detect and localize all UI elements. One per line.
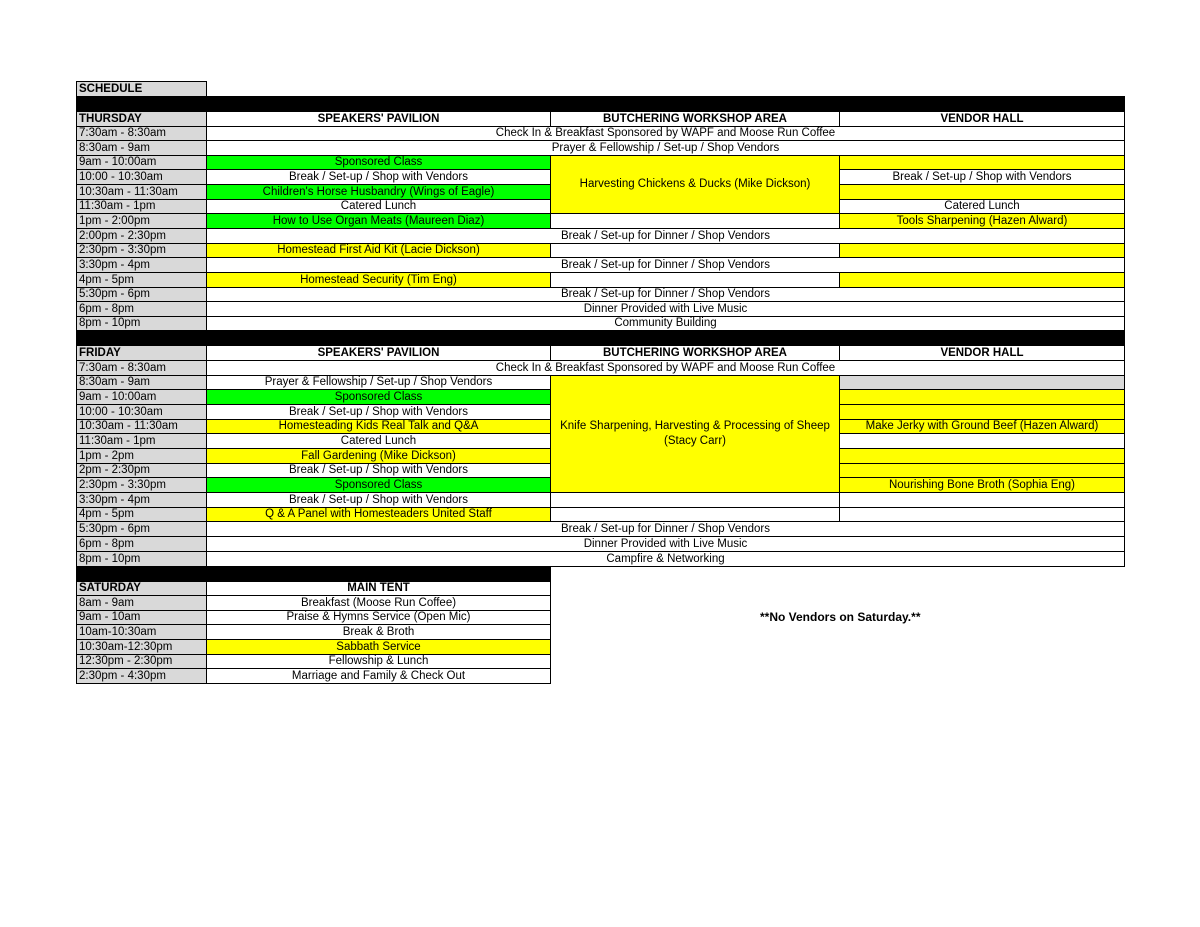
time-slot: 9am - 10:00am — [76, 155, 207, 170]
event-vendor-break: Break / Set-up / Shop with Vendors — [839, 169, 1125, 185]
time-slot: 8:30am - 9am — [76, 140, 207, 156]
saturday-event: Marriage and Family & Check Out — [206, 668, 551, 684]
time-slot: 10:00 - 10:30am — [76, 169, 207, 185]
event-break: Break / Set-up / Shop with Vendors — [206, 404, 551, 420]
event-catered-lunch: Catered Lunch — [206, 199, 551, 214]
event-sponsored-class: Sponsored Class — [206, 389, 551, 405]
event-break-dinner: Break / Set-up for Dinner / Shop Vendors — [206, 287, 1125, 302]
time-slot: 6pm - 8pm — [76, 301, 207, 317]
event-organ-meats: How to Use Organ Meats (Maureen Diaz) — [206, 213, 551, 229]
time-slot: 5:30pm - 6pm — [76, 521, 207, 537]
saturday-event: Fellowship & Lunch — [206, 654, 551, 669]
time-slot: 11:30am - 1pm — [76, 199, 207, 214]
time-slot: 4pm - 5pm — [76, 272, 207, 288]
event-knife-sharpening: Knife Sharpening, Harvesting & Processing of Sheep (Stacy Carr) — [550, 375, 840, 493]
vendor-slot — [839, 507, 1125, 522]
time-slot: 6pm - 8pm — [76, 536, 207, 552]
event-horse-husbandry: Children's Horse Husbandry (Wings of Eagle) — [206, 184, 551, 200]
event-break: Break / Set-up / Shop with Vendors — [206, 169, 551, 185]
event-break: Break / Set-up / Shop with Vendors — [206, 492, 551, 508]
time-slot: 9am - 10am — [76, 610, 207, 625]
time-slot: 8pm - 10pm — [76, 316, 207, 331]
event-vendor-lunch: Catered Lunch — [839, 199, 1125, 214]
event-fall-gardening: Fall Gardening (Mike Dickson) — [206, 448, 551, 464]
time-slot: 10:00 - 10:30am — [76, 404, 207, 420]
empty-cell — [550, 213, 840, 229]
saturday-event: Break & Broth — [206, 624, 551, 640]
vendor-slot — [839, 155, 1125, 170]
event-qa-panel: Q & A Panel with Homesteaders United Staff — [206, 507, 551, 522]
saturday-note: **No Vendors on Saturday.** — [760, 610, 921, 624]
event-break: Break / Set-up / Shop with Vendors — [206, 463, 551, 478]
day-label: SATURDAY — [76, 581, 207, 596]
time-slot: 8am - 9am — [76, 595, 207, 611]
event-homesteading-kids: Homesteading Kids Real Talk and Q&A — [206, 419, 551, 434]
event-tools-sharpening: Tools Sharpening (Hazen Alward) — [839, 213, 1125, 229]
time-slot: 10am-10:30am — [76, 624, 207, 640]
event-first-aid: Homestead First Aid Kit (Lacie Dickson) — [206, 243, 551, 258]
event-dinner: Dinner Provided with Live Music — [206, 301, 1125, 317]
vendor-slot — [839, 272, 1125, 288]
event-campfire: Campfire & Networking — [206, 551, 1125, 567]
saturday-event: Breakfast (Moose Run Coffee) — [206, 595, 551, 611]
column-header-butchering: BUTCHERING WORKSHOP AREA — [550, 111, 840, 127]
time-slot: 2:00pm - 2:30pm — [76, 228, 207, 244]
event-dinner: Dinner Provided with Live Music — [206, 536, 1125, 552]
time-slot: 2pm - 2:30pm — [76, 463, 207, 478]
empty-cell — [550, 492, 840, 508]
event-break-dinner: Break / Set-up for Dinner / Shop Vendors — [206, 521, 1125, 537]
time-slot: 9am - 10:00am — [76, 389, 207, 405]
section-divider — [76, 566, 551, 582]
vendor-slot — [839, 463, 1125, 478]
column-header-speakers: SPEAKERS' PAVILION — [206, 345, 551, 361]
vendor-slot — [839, 448, 1125, 464]
time-slot: 8:30am - 9am — [76, 375, 207, 390]
event-break-dinner: Break / Set-up for Dinner / Shop Vendors — [206, 257, 1125, 273]
saturday-event: Praise & Hymns Service (Open Mic) — [206, 610, 551, 625]
vendor-slot — [839, 404, 1125, 420]
event-catered-lunch: Catered Lunch — [206, 433, 551, 449]
event-break-dinner: Break / Set-up for Dinner / Shop Vendors — [206, 228, 1125, 244]
column-header-speakers: SPEAKERS' PAVILION — [206, 111, 551, 127]
event-sponsored-class: Sponsored Class — [206, 155, 551, 170]
empty-cell — [550, 243, 840, 258]
vendor-slot — [839, 243, 1125, 258]
time-slot: 8pm - 10pm — [76, 551, 207, 567]
time-slot: 4pm - 5pm — [76, 507, 207, 522]
time-slot: 2:30pm - 3:30pm — [76, 243, 207, 258]
time-slot: 2:30pm - 3:30pm — [76, 477, 207, 493]
day-label: FRIDAY — [76, 345, 207, 361]
event-prayer: Prayer & Fellowship / Set-up / Shop Vendors — [206, 140, 1125, 156]
saturday-event: Sabbath Service — [206, 639, 551, 655]
column-header-butchering: BUTCHERING WORKSHOP AREA — [550, 345, 840, 361]
event-prayer: Prayer & Fellowship / Set-up / Shop Vendors — [206, 375, 551, 390]
time-slot: 10:30am - 11:30am — [76, 184, 207, 200]
vendor-slot — [839, 389, 1125, 405]
vendor-slot — [839, 433, 1125, 449]
time-slot: 1pm - 2pm — [76, 448, 207, 464]
section-divider — [76, 330, 1125, 346]
event-sponsored-class: Sponsored Class — [206, 477, 551, 493]
time-slot: 3:30pm - 4pm — [76, 492, 207, 508]
event-homestead-security: Homestead Security (Tim Eng) — [206, 272, 551, 288]
vendor-slot — [839, 492, 1125, 508]
time-slot: 2:30pm - 4:30pm — [76, 668, 207, 684]
event-bone-broth: Nourishing Bone Broth (Sophia Eng) — [839, 477, 1125, 493]
day-label: THURSDAY — [76, 111, 207, 127]
column-header-vendor: VENDOR HALL — [839, 345, 1125, 361]
event-community: Community Building — [206, 316, 1125, 331]
time-slot: 11:30am - 1pm — [76, 433, 207, 449]
time-slot: 3:30pm - 4pm — [76, 257, 207, 273]
event-make-jerky: Make Jerky with Ground Beef (Hazen Alward) — [839, 419, 1125, 434]
vendor-slot — [839, 184, 1125, 200]
empty-cell — [550, 507, 840, 522]
schedule-label: SCHEDULE — [76, 81, 207, 97]
empty-cell — [550, 272, 840, 288]
column-header-vendor: VENDOR HALL — [839, 111, 1125, 127]
section-divider — [76, 96, 1125, 112]
event-harvesting-chickens: Harvesting Chickens & Ducks (Mike Dickson) — [550, 155, 840, 214]
time-slot: 5:30pm - 6pm — [76, 287, 207, 302]
time-slot: 1pm - 2:00pm — [76, 213, 207, 229]
time-slot: 7:30am - 8:30am — [76, 126, 207, 141]
time-slot: 10:30am - 11:30am — [76, 419, 207, 434]
column-header-main-tent: MAIN TENT — [206, 581, 551, 596]
event-checkin: Check In & Breakfast Sponsored by WAPF and Moose Run Coffee — [206, 360, 1125, 376]
time-slot: 7:30am - 8:30am — [76, 360, 207, 376]
vendor-slot — [839, 375, 1125, 390]
time-slot: 12:30pm - 2:30pm — [76, 654, 207, 669]
event-checkin: Check In & Breakfast Sponsored by WAPF and Moose Run Coffee — [206, 126, 1125, 141]
time-slot: 10:30am-12:30pm — [76, 639, 207, 655]
